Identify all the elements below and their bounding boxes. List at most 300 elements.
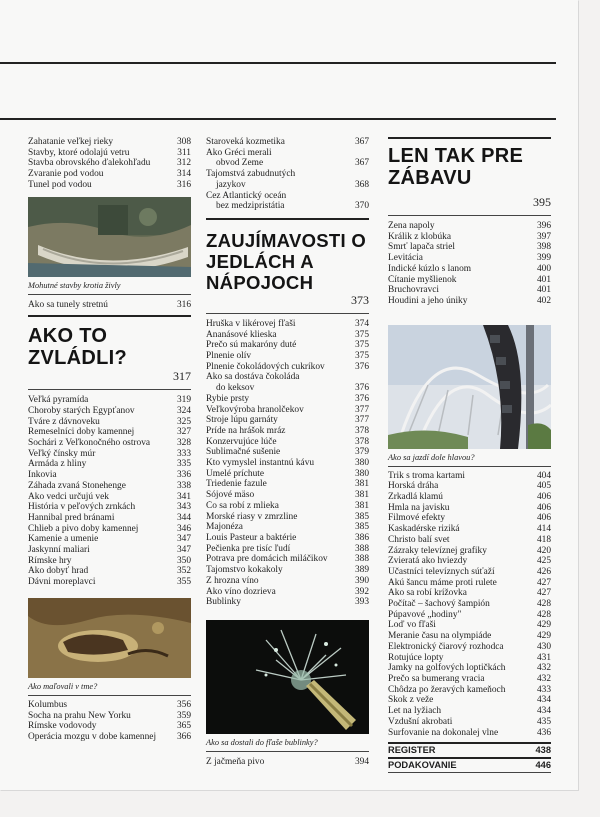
- entry-title: Elektronický čiarový rozhodca: [388, 641, 504, 652]
- section-page-number: 373: [351, 292, 369, 307]
- toc-entry: [28, 180, 191, 191]
- toc-entry: [206, 458, 369, 469]
- toc-entry: [28, 721, 191, 732]
- entry-title: Kolumbus: [28, 699, 68, 710]
- entry-title: Christo balí svet: [388, 534, 450, 545]
- photo-caption: Ako sa jazdí dole hlavou?: [388, 452, 475, 462]
- toc-entry: [206, 576, 369, 587]
- entry-page: 378: [354, 425, 369, 436]
- entry-title: Stavby, ktoré odolajú vetru: [28, 147, 130, 158]
- entry-title: Konzervujúce lúče: [206, 436, 277, 447]
- toc-entry: [28, 732, 191, 743]
- entry-page: 319: [176, 395, 191, 406]
- toc-entry: [388, 653, 551, 664]
- toc-entry: [206, 501, 369, 512]
- entry-page: 401: [536, 274, 551, 285]
- entry-title: Zahatanie veľkej rieky: [28, 137, 114, 147]
- toc-entry: [388, 642, 551, 653]
- entry-title: Remeselníci doby kamennej: [28, 427, 135, 438]
- entry-page: 308: [176, 137, 191, 147]
- entry-page: 405: [536, 481, 551, 492]
- entry-title: Zázraky televíznej grafiky: [388, 545, 487, 556]
- toc-entry-register: [388, 744, 551, 757]
- entry-page: 406: [536, 502, 551, 513]
- entry-page: 365: [176, 721, 191, 732]
- entry-title: Bruchovravci: [388, 285, 440, 296]
- entry-page: 430: [536, 641, 551, 652]
- entry-title: Prečo sa bumerang vracia: [388, 673, 485, 684]
- entry-page: 385: [354, 511, 369, 522]
- entry-page: 344: [176, 512, 191, 523]
- toc-entry: [28, 566, 191, 577]
- entry-page: 355: [176, 577, 191, 588]
- entry-title: Plnenie olív: [206, 351, 252, 362]
- champagne-image: [206, 620, 369, 734]
- toc-entry: [388, 471, 551, 482]
- entry-title: Ako dobyť hrad: [28, 566, 89, 577]
- toc-entry: [28, 427, 191, 438]
- entry-page: 432: [536, 663, 551, 674]
- entry-title: Let na lyžiach: [388, 706, 442, 717]
- entry-title: Hmla na javisku: [388, 502, 450, 513]
- toc-entry: [28, 502, 191, 513]
- toc-entry: [388, 663, 551, 674]
- entry-page: 367: [354, 158, 369, 169]
- toc-entry: [206, 544, 369, 555]
- entry-title: Tunel pod vodou: [28, 179, 92, 190]
- toc-entry: [206, 490, 369, 501]
- entry-title: Rybie prsty: [206, 393, 250, 404]
- entry-title: Čo sa robí z mlieka: [206, 500, 279, 511]
- toc-entry: [206, 169, 369, 190]
- toc-entry: [388, 546, 551, 557]
- toc-entry-acknowledgement: [388, 759, 551, 772]
- toc-column-2: [206, 137, 369, 768]
- entry-page: 347: [176, 545, 191, 556]
- top-rule: [0, 62, 556, 64]
- toc-entry: [206, 137, 369, 148]
- entry-title: Dávni moreplavci: [28, 577, 96, 588]
- toc-entry: [388, 285, 551, 296]
- entry-title: Pečienka pre tisíc ľudí: [206, 543, 291, 554]
- entry-title: Umelé príchute: [206, 468, 265, 479]
- toc-entry: [28, 534, 191, 545]
- entry-title: Skok z veže: [388, 695, 434, 706]
- entry-page: 346: [176, 523, 191, 534]
- entry-title: Staroveká kozmetika: [206, 137, 285, 147]
- entry-title: Filmové efekty: [388, 513, 446, 524]
- toc-entry: [28, 300, 191, 311]
- entry-page: 429: [536, 620, 551, 631]
- entry-page: 316: [176, 179, 191, 190]
- entry-title-continued: jazykov: [216, 179, 246, 190]
- toc-entry: [388, 492, 551, 503]
- entry-title-continued: bez medzipristátia: [216, 201, 285, 212]
- entry-title: Inkovia: [28, 470, 57, 481]
- toc-entry: [206, 148, 369, 169]
- entry-title: Vzdušní akrobati: [388, 716, 453, 727]
- toc-column-3: [388, 137, 551, 773]
- entry-page: 381: [354, 490, 369, 501]
- toc-entry: [28, 417, 191, 428]
- entry-page: 377: [354, 404, 369, 415]
- entry-page: 368: [354, 179, 369, 190]
- entry-title: Choroby starých Egypťanov: [28, 405, 135, 416]
- entry-page: 402: [536, 295, 551, 306]
- toc-entry: [28, 556, 191, 567]
- entry-title: Veľkovýroba hranolčekov: [206, 404, 304, 415]
- entry-page: 426: [536, 566, 551, 577]
- entry-title: Meranie času na olympiáde: [388, 631, 492, 642]
- photo-caption: Ako maľovali v tme?: [28, 681, 98, 691]
- entry-page: 396: [536, 221, 551, 231]
- toc-entry: [206, 319, 369, 330]
- photo-caption: Mohutné stavby krotia živly: [28, 280, 121, 290]
- toc-entry: [388, 264, 551, 275]
- entry-page: 336: [176, 470, 191, 481]
- toc-entry: [206, 426, 369, 437]
- entry-page: 324: [176, 405, 191, 416]
- entry-page: 398: [536, 242, 551, 253]
- entry-title: Žena napoly: [388, 221, 435, 231]
- entry-page: 397: [536, 231, 551, 242]
- entry-page: 347: [176, 534, 191, 545]
- entry-title: Sublimačné sušenie: [206, 447, 281, 458]
- toc-entry: [206, 554, 369, 565]
- toc-entry: [388, 717, 551, 728]
- toc-entry: [206, 757, 369, 768]
- toc-entry: [388, 728, 551, 739]
- entry-page: 394: [354, 756, 369, 767]
- entry-page: 376: [354, 383, 369, 394]
- toc-entry: [206, 447, 369, 458]
- entry-title: Králik z klobúka: [388, 231, 452, 242]
- toc-entry: [206, 597, 369, 608]
- entry-page: 406: [536, 492, 551, 503]
- entry-page: 379: [354, 447, 369, 458]
- entry-title: Ako víno dozrieva: [206, 586, 276, 597]
- entry-page: 380: [354, 458, 369, 469]
- entry-title: Bublinky: [206, 597, 241, 608]
- toc-entry: [388, 513, 551, 524]
- toc-entry: [206, 469, 369, 480]
- toc-entry: [28, 406, 191, 417]
- entry-title: Počítač – šachový šampión: [388, 599, 490, 610]
- toc-entry: [388, 706, 551, 717]
- entry-page: 375: [354, 351, 369, 362]
- toc-entry: [388, 620, 551, 631]
- entry-title: Ako sa dostáva čokoláda: [206, 372, 300, 383]
- entry-title: Kto vymyslel instantnú kávu: [206, 458, 315, 469]
- entry-page: 414: [536, 524, 551, 535]
- toc-entry: [28, 577, 191, 588]
- entry-title: Veľká pyramída: [28, 395, 89, 406]
- toc-entry: [206, 372, 369, 393]
- toc-entry: [28, 481, 191, 492]
- toc-entry: [388, 578, 551, 589]
- entry-title: Záhada zvaná Stonehenge: [28, 480, 126, 491]
- entry-title: Socha na prahu New Yorku: [28, 710, 131, 721]
- entry-page: 335: [176, 459, 191, 470]
- entry-page: 428: [536, 599, 551, 610]
- entry-page: 312: [176, 158, 191, 169]
- toc-entry: [388, 695, 551, 706]
- entry-page: 434: [536, 695, 551, 706]
- entry-page: 420: [536, 545, 551, 556]
- toc-entry: [28, 395, 191, 406]
- toc-entry: [206, 330, 369, 341]
- entry-page: 343: [176, 502, 191, 513]
- toc-list: [206, 752, 369, 768]
- entry-page: 427: [536, 588, 551, 599]
- entry-page: 406: [536, 513, 551, 524]
- entry-page: 333: [176, 448, 191, 459]
- photo-champagne: [206, 620, 369, 734]
- entry-title: Veľký čínsky múr: [28, 448, 96, 459]
- entry-title: Levitácia: [388, 253, 423, 264]
- entry-title: Kaskadérske riziká: [388, 524, 460, 535]
- entry-title: Rímske vodovody: [28, 721, 97, 732]
- entry-title-continued: do keksov: [216, 383, 255, 394]
- entry-title: Sochári z Veľkonočného ostrova: [28, 438, 151, 449]
- entry-page: 367: [354, 137, 369, 147]
- entry-title: Sójové mäso: [206, 490, 255, 501]
- toc-entry: [206, 533, 369, 544]
- entry-title: Louis Pasteur a baktérie: [206, 532, 297, 543]
- entry-title: Morské riasy v zmrzline: [206, 511, 298, 522]
- toc-entry: [388, 524, 551, 535]
- toc-entry: [388, 631, 551, 642]
- entry-page: 375: [354, 340, 369, 351]
- entry-page: 350: [176, 555, 191, 566]
- entry-page: 400: [536, 263, 551, 274]
- toc-entry: [28, 137, 191, 148]
- toc-entry: [206, 587, 369, 598]
- toc-entry: [388, 232, 551, 243]
- roller-coaster-image: [388, 325, 551, 449]
- toc-list: [28, 696, 191, 743]
- toc-entry: [206, 191, 369, 212]
- entry-page: 393: [354, 597, 369, 608]
- entry-title: Púpavové „hodiny": [388, 609, 462, 620]
- entry-page: 338: [176, 480, 191, 491]
- entry-page: 446: [535, 760, 551, 771]
- entry-page: 376: [354, 393, 369, 404]
- toc-list: [388, 216, 551, 307]
- toc-list: [206, 314, 369, 608]
- entry-page: 429: [536, 631, 551, 642]
- entry-page: 316: [176, 299, 191, 310]
- entry-title: Tajomstvo kokakoly: [206, 565, 283, 576]
- entry-page: 418: [536, 534, 551, 545]
- entry-title: Stroje lúpu garnáty: [206, 415, 278, 426]
- toc-entry: [28, 524, 191, 535]
- toc-entry: [388, 556, 551, 567]
- toc-entry: [388, 588, 551, 599]
- toc-entry: [206, 362, 369, 373]
- toc-list: [28, 295, 191, 311]
- entry-title: Trik s troma kartami: [388, 470, 465, 481]
- photo-caption: Ako sa dostali do fľaše bublinky?: [206, 737, 318, 747]
- toc-entry: [388, 221, 551, 232]
- entry-page: 434: [536, 706, 551, 717]
- entry-page: 377: [354, 415, 369, 426]
- entry-page: 385: [354, 522, 369, 533]
- toc-entry: [206, 437, 369, 448]
- toc-entry: [206, 394, 369, 405]
- toc-entry: [28, 492, 191, 503]
- entry-title: Akú šancu máme proti rulete: [388, 577, 497, 588]
- entry-page: 381: [354, 500, 369, 511]
- entry-title: Účastníci televíznych súťaží: [388, 566, 495, 577]
- entry-title: Tajomstvá zabudnutých: [206, 169, 296, 180]
- entry-title: Hruška v likérovej fľaši: [206, 318, 296, 329]
- entry-page: 374: [354, 318, 369, 329]
- entry-title: Zvaranie pod vodou: [28, 169, 104, 180]
- toc-entry: [206, 415, 369, 426]
- entry-page: 425: [536, 556, 551, 567]
- entry-title: Jamky na golfových loptičkách: [388, 663, 506, 674]
- entry-page: 325: [176, 416, 191, 427]
- entry-page: 433: [536, 684, 551, 695]
- entry-page: 438: [535, 745, 551, 756]
- entry-title: Armáda z hliny: [28, 459, 87, 470]
- entry-page: 388: [354, 543, 369, 554]
- photo-cave-painting: [28, 598, 191, 678]
- entry-title: Ako sa tunely stretnú: [28, 299, 108, 310]
- entry-title: Ananásové klieska: [206, 329, 277, 340]
- toc-entry: [388, 685, 551, 696]
- entry-page: 314: [176, 169, 191, 180]
- entry-page: 404: [536, 470, 551, 481]
- entry-title: Operácia mozgu v dobe kamennej: [28, 731, 157, 742]
- entry-page: 370: [354, 201, 369, 212]
- entry-title: Cez Atlantický oceán: [206, 190, 287, 201]
- entry-title: Indické kúzlo s lanom: [388, 263, 472, 274]
- entry-title: REGISTER: [388, 745, 436, 756]
- entry-title: Rotujúce lopty: [388, 652, 444, 663]
- entry-page: 427: [536, 577, 551, 588]
- entry-title: Horská dráha: [388, 481, 439, 492]
- toc-entry: [28, 449, 191, 460]
- entry-title: Smrť lapača striel: [388, 242, 456, 253]
- cave-painting-image: [28, 598, 191, 678]
- toc-entry: [28, 470, 191, 481]
- entry-title: Z hrozna víno: [206, 575, 259, 586]
- entry-page: 380: [354, 468, 369, 479]
- toc-list: [388, 467, 551, 739]
- entry-title: Rímske hry: [28, 555, 72, 566]
- entry-title: Jaskynní maliari: [28, 545, 90, 556]
- photo-dam: [28, 197, 191, 277]
- entry-page: 389: [354, 565, 369, 576]
- entry-title: Príde na hrášok mráz: [206, 425, 286, 436]
- entry-page: 376: [354, 361, 369, 372]
- toc-entry: [388, 481, 551, 492]
- entry-page: 378: [354, 436, 369, 447]
- entry-title: Surfovanie na dokonalej vlne: [388, 727, 499, 738]
- entry-page: 341: [176, 491, 191, 502]
- entry-page: 381: [354, 479, 369, 490]
- toc-list: [206, 137, 369, 212]
- toc-entry: [28, 438, 191, 449]
- toc-entry: [388, 674, 551, 685]
- entry-page: 359: [176, 710, 191, 721]
- entry-page: 435: [536, 716, 551, 727]
- section-heading: AKO TO ZVLÁDLI?: [28, 325, 128, 370]
- toc-entry: [28, 148, 191, 159]
- toc-entry: [206, 522, 369, 533]
- entry-page: 436: [536, 727, 551, 738]
- toc-list: [28, 390, 191, 588]
- entry-title: Prečo sú makaróny duté: [206, 340, 297, 351]
- toc-entry: [388, 610, 551, 621]
- entry-page: 401: [536, 285, 551, 296]
- entry-title-continued: obvod Zeme: [216, 158, 264, 169]
- entry-page: 328: [176, 438, 191, 449]
- toc-entry: [206, 565, 369, 576]
- entry-title: Chôdza po žeravých kameňoch: [388, 684, 506, 695]
- entry-page: 366: [176, 731, 191, 742]
- entry-title: Majonéza: [206, 522, 243, 533]
- entry-page: 431: [536, 652, 551, 663]
- section-page-number: 395: [533, 195, 551, 209]
- section-heading: LEN TAK PRE ZÁBAVU: [388, 145, 524, 189]
- entry-title: Ako sa robí krížovka: [388, 588, 467, 599]
- entry-page: 356: [176, 699, 191, 710]
- toc-entry: [206, 351, 369, 362]
- toc-entry: [28, 545, 191, 556]
- toc-entry: [28, 700, 191, 711]
- entry-title: Z jačmeňa pivo: [206, 756, 265, 767]
- toc-entry: [206, 405, 369, 416]
- toc-entry: [206, 340, 369, 351]
- entry-title: Ako vedci určujú vek: [28, 491, 109, 502]
- section-rule: [0, 118, 556, 120]
- entry-page: 390: [354, 575, 369, 586]
- entry-page: 392: [354, 586, 369, 597]
- section-page-number: 317: [173, 369, 191, 384]
- toc-entry: [28, 513, 191, 524]
- entry-title: Houdini a jeho úniky: [388, 295, 468, 306]
- entry-title: Loď vo fľaši: [388, 620, 436, 631]
- entry-page: 386: [354, 532, 369, 543]
- toc-entry: [388, 242, 551, 253]
- entry-title: Potrava pre domácich miláčikov: [206, 554, 328, 565]
- toc-entry: [388, 567, 551, 578]
- entry-title: Plnenie čokoládových cukríkov: [206, 361, 325, 372]
- toc-column-1: [28, 137, 191, 743]
- section-heading: ZAUJÍMAVOSTI O JEDLÁCH A NÁPOJOCH: [206, 229, 367, 293]
- entry-title: Chlieb a pivo doby kamennej: [28, 523, 139, 534]
- toc-list: [28, 137, 191, 191]
- toc-entry: [28, 711, 191, 722]
- entry-title: Triedenie fazule: [206, 479, 267, 490]
- entry-title: Zvieratá ako hviezdy: [388, 556, 468, 567]
- toc-entry: [28, 158, 191, 169]
- entry-title: Tváre z dávnoveku: [28, 416, 100, 427]
- entry-title: PODAKOVANIE: [388, 760, 457, 771]
- photo-roller-coaster: [388, 325, 551, 449]
- entry-title: Ako Gréci merali: [206, 147, 272, 158]
- entry-page: 428: [536, 609, 551, 620]
- toc-entry: [388, 253, 551, 264]
- dam-image: [28, 197, 191, 277]
- toc-entry: [388, 503, 551, 514]
- entry-page: 399: [536, 253, 551, 264]
- toc-entry: [388, 599, 551, 610]
- toc-entry: [388, 296, 551, 307]
